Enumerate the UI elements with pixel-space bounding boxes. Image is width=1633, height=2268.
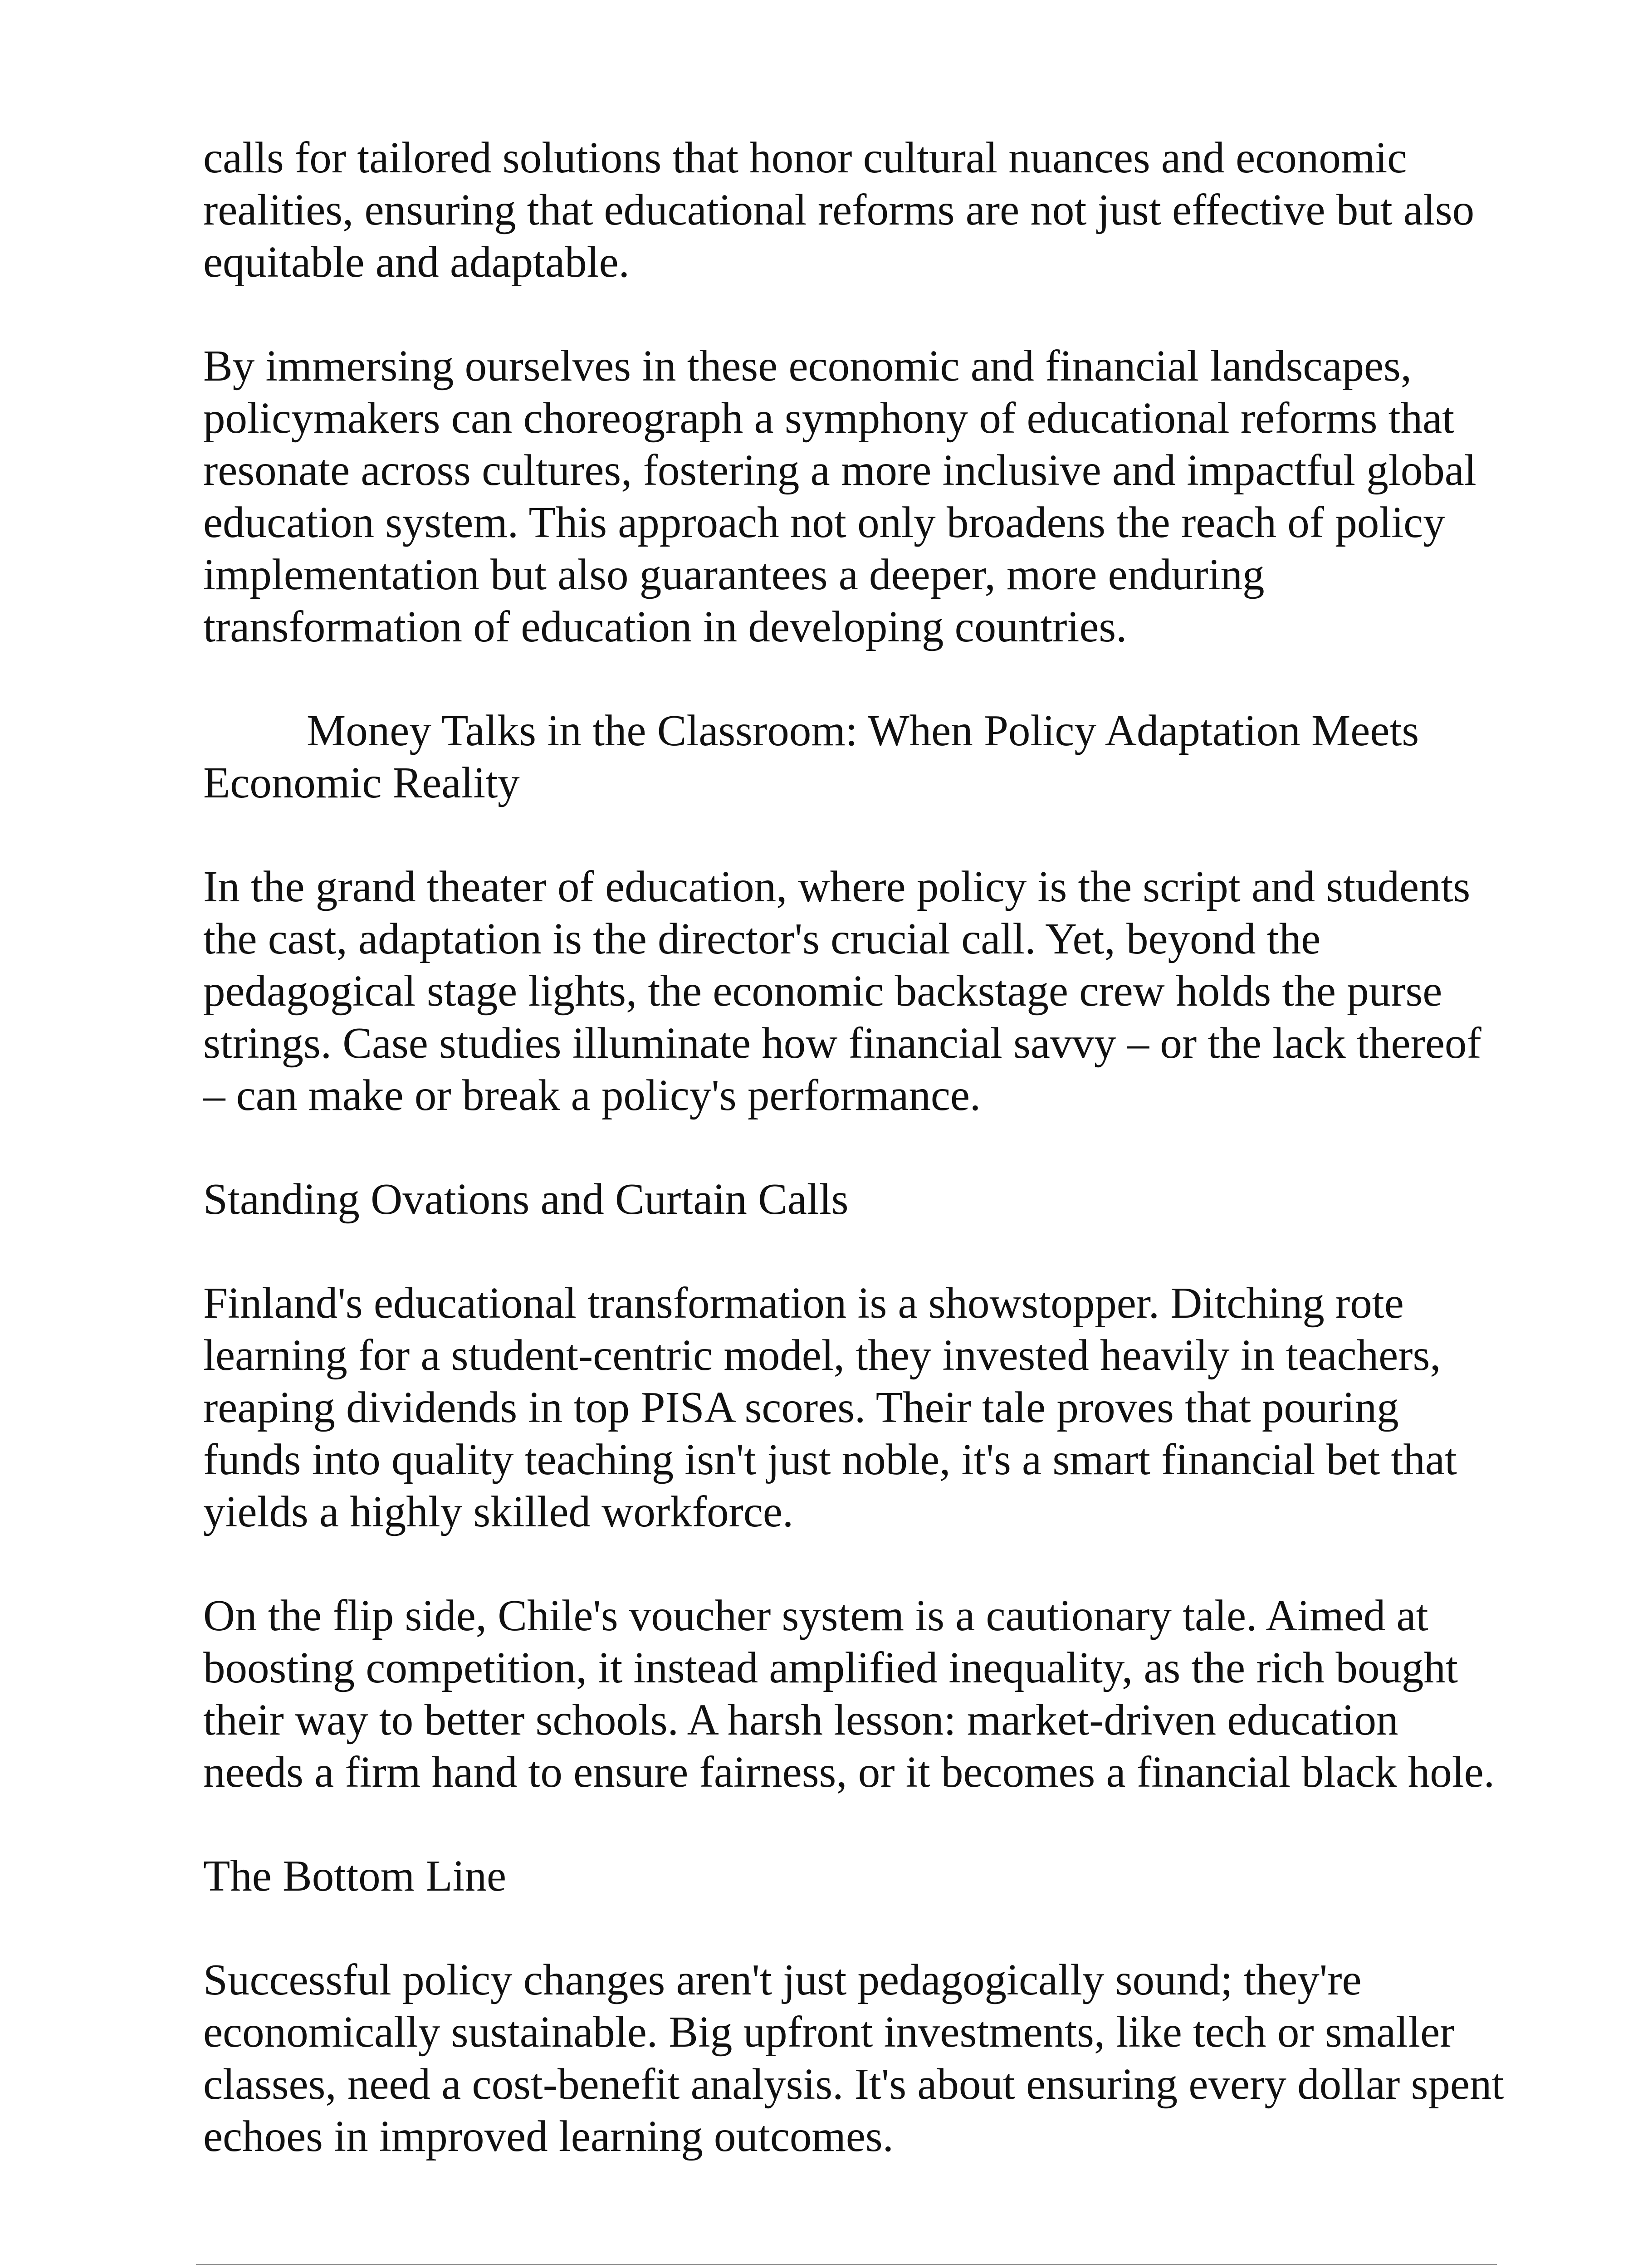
paragraph-grand-theater: In the grand theater of education, where policy is the script and students the cast, adaptation is the director's crucial call. Yet, beyond the pedagogical stage lights, the economic backstage crew holds the purse strings. Case studies illuminate how financial savvy – or the lack thereof – can make or break a policy's performance. [203, 862, 1481, 1119]
section-heading-money-talks: Money Talks in the Classroom: When Policy Adaptation Meets Economic Reality [203, 706, 1419, 807]
subheading-bottom-line: The Bottom Line [203, 1852, 507, 1900]
paragraph-financial-landscapes: By immersing ourselves in these economic and financial landscapes, policymakers can choreograph a symphony of educational reforms that resonate across cultures, fostering a more inclusive and impactful global education system. This approach not only broadens the reach of policy implementation but also guarantees a deeper, more enduring transformation of education in developing countries. [203, 342, 1477, 651]
paragraph-cultural-nuances: calls for tailored solutions that honor cultural nuances and economic realities, ensuring that educational reforms are not just effective but also equitable and adaptable. [203, 133, 1475, 286]
paragraph-successful-policy: Successful policy changes aren't just pedagogically sound; they're economically sustainable. Big upfront investments, like tech or smaller classes, need a cost-benefit analysis. It's about ensuring every dollar spent echoes in improved learning outcomes. [203, 1955, 1504, 2160]
paragraph-chile: On the flip side, Chile's voucher system is a cautionary tale. Aimed at boosting competition, it instead amplified inequality, as the rich bought their way to better schools. A harsh lesson: market-driven education needs a firm hand to ensure fairness, or it becomes a financial black hole. [203, 1591, 1495, 1796]
paragraph-finland: Finland's educational transformation is a showstopper. Ditching rote learning for a student-centric model, they invested heavily in teachers, reaping dividends in top PISA scores. Their tale proves that pouring funds into quality teaching isn't just noble, it's a smart financial bet that yields a highly skilled workforce. [203, 1279, 1457, 1536]
footer-divider [196, 2264, 1497, 2265]
page-body [203, 132, 1505, 2214]
subheading-standing-ovations: Standing Ovations and Curtain Calls [203, 1175, 849, 1223]
